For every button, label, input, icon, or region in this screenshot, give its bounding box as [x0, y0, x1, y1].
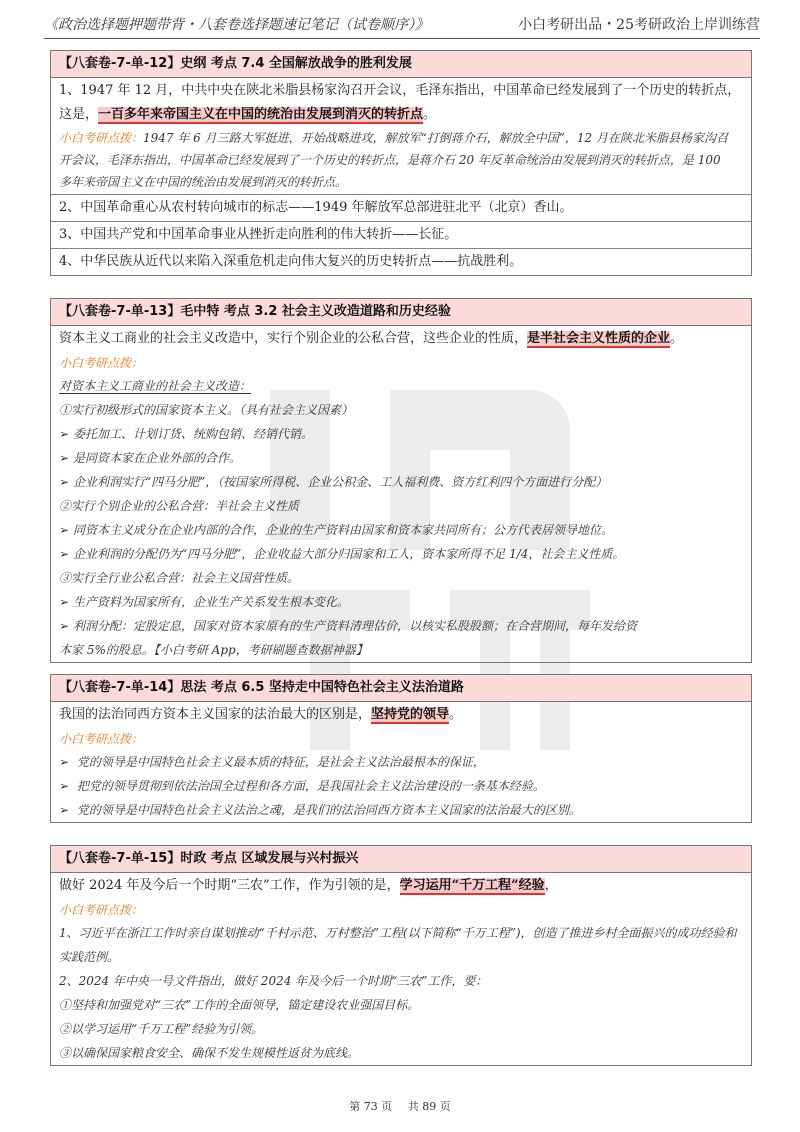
- answer-highlight: 坚持党的领导: [371, 707, 450, 722]
- note-label: 小白考研点拨：: [59, 131, 144, 145]
- header-book-title: 《政治选择题押题带背・八套卷选择题速记笔记（试卷顺序）》: [44, 17, 429, 33]
- question-row: [51, 78, 751, 195]
- list-text: 企业利润的分配仍为“四马分肥”，企业收益大部分归国家和工人，资本家所得不足 1/4，社会主义性质。: [73, 547, 625, 561]
- list-item: ①坚持和加强党对“三农”工作的全面领导，锚定建设农业强国目标。: [59, 998, 420, 1012]
- punctuation: 。: [423, 107, 437, 122]
- question-title: 【八套卷-7-单-12】史纲 考点 7.4 全国解放战争的胜利发展: [51, 51, 751, 78]
- arrow-icon: ➢: [59, 595, 70, 609]
- header-publisher: 小白考研出品・25考研政治上岸训练营: [518, 17, 760, 33]
- list-text: 利润分配：定股定息，国家对资本家原有的生产资料清理估价，以核实私股股额；在合营期间，每年发给资: [73, 619, 638, 633]
- fact-row: 2、中国革命重心从农村转向城市的标志——1949 年解放军总部进驻北平（北京）香山。: [51, 195, 751, 222]
- punctuation: 。: [449, 707, 463, 722]
- answer-highlight: 是半社会主义性质的企业: [527, 331, 671, 346]
- page-header: [44, 10, 760, 39]
- arrow-icon: ➢: [59, 619, 70, 633]
- list-item: [51, 374, 751, 398]
- page-footer: [0, 1098, 800, 1114]
- list-item: [51, 798, 751, 822]
- question-text: 1、1947 年 12 月，中共中央在陕北米脂县杨家沟召开会议，毛泽东指出，中国革命已经发展到了一个历史的转折点，这是，: [59, 83, 741, 122]
- list-item: [51, 614, 751, 638]
- list-item: [51, 422, 751, 446]
- fact-row: 4、中华民族从近代以来陷入深重危机走向伟大复兴的历史转折点——抗战胜利。: [59, 254, 523, 269]
- list-item: [51, 518, 751, 542]
- note-label: 小白考研点拨：: [59, 732, 144, 746]
- question-block-15: [50, 845, 752, 1066]
- question-text: 做好 2024 年及今后一个时期“三农”工作，作为引领的是，: [59, 878, 400, 893]
- list-text: 对资本主义工商业的社会主义改造：: [59, 379, 252, 393]
- page-number: 第 73 页: [349, 1100, 393, 1113]
- list-text: 是同资本家在企业外部的合作。: [73, 451, 242, 465]
- question-block-14: [50, 674, 752, 823]
- arrow-icon: ➢: [59, 779, 70, 793]
- arrow-icon: ➢: [59, 451, 70, 465]
- note-label: 小白考研点拨：: [59, 356, 144, 370]
- list-item: [51, 590, 751, 614]
- arrow-icon: ➢: [59, 523, 70, 537]
- question-block-12: [50, 50, 752, 276]
- note-row: [51, 127, 743, 193]
- list-item: [51, 774, 751, 798]
- answer-highlight: 一百多年来帝国主义在中国的统治由发展到消灭的转折点: [98, 107, 424, 122]
- list-item: ③以确保国家粮食安全、确保不发生规模性返贫为底线。: [59, 1046, 360, 1060]
- list-text: 党的领导是中国特色社会主义法治之魂，是我们的法治同西方资本主义国家的法治最大的区别。: [76, 803, 581, 817]
- punctuation: ，: [544, 878, 558, 893]
- page-total: 共 89 页: [407, 1100, 451, 1113]
- list-item: [51, 542, 751, 566]
- arrow-icon: ➢: [59, 475, 70, 489]
- arrow-icon: ➢: [59, 803, 70, 817]
- arrow-icon: ➢: [59, 547, 70, 561]
- list-item: ②实行个别企业的公私合营：半社会主义性质: [59, 499, 300, 513]
- question-title: 【八套卷-7-单-15】时政 考点 区域发展与兴村振兴: [51, 846, 751, 873]
- list-item: ③实行全行业公私合营：社会主义国营性质。: [59, 571, 300, 585]
- list-text: 委托加工、计划订货、统购包销、经销代销。: [73, 427, 314, 441]
- question-block-13: [50, 298, 752, 663]
- note-text: 1、习近平在浙江工作时亲自谋划推动“千村示范、万村整治”工程(以下简称“千万工程”)，创造了推进乡村全面振兴的成功经验和实践范例。: [59, 926, 737, 964]
- answer-highlight: 学习运用“千万工程”经验: [399, 878, 545, 893]
- list-item: ①实行初级形式的国家资本主义。（具有社会主义因素）: [59, 403, 354, 417]
- list-item: 本家 5%的股息。【小白考研 App，考研刷题查数据神器】: [59, 643, 368, 657]
- list-item: ②以学习运用“千万工程”经验为引领。: [59, 1022, 264, 1036]
- list-text: 生产资料为国家所有，企业生产关系发生根本变化。: [73, 595, 350, 609]
- arrow-icon: ➢: [59, 755, 70, 769]
- list-item: [51, 750, 751, 774]
- question-text: 我国的法治同西方资本主义国家的法治最大的区别是，: [59, 707, 372, 722]
- list-item: [51, 446, 751, 470]
- question-row: [51, 326, 751, 352]
- question-text: 资本主义工商业的社会主义改造中，实行个别企业的公私合营，这些企业的性质，: [59, 331, 528, 346]
- list-item: [51, 470, 751, 494]
- list-text: 企业利润实行“四马分肥”，（按国家所得税、企业公积金、工人福利费、资方红利四个方面进行分配）: [73, 475, 608, 489]
- fact-row: 3、中国共产党和中国革命事业从挫折走向胜利的伟大转折——长征。: [51, 222, 751, 249]
- question-row: [51, 702, 751, 728]
- list-text: 党的领导是中国特色社会主义最本质的特征，是社会主义法治最根本的保证，: [76, 755, 485, 769]
- list-text: 把党的领导贯彻到依法治国全过程和各方面，是我国社会主义法治建设的一条基本经验。: [76, 779, 545, 793]
- note-text: 1947 年 6 月三路大军挺进，开始战略进攻，解放军“打倒蒋介石，解放全中国”，12 月在陕北米脂县杨家沟召开会议，毛泽东指出，中国革命已经发展到了一个历史的转折点，是蒋介石 20 年反革命统治由发展到消灭的转折点，是 100 多年来帝国主义在中国的统治由发展到消灭的转折点。: [59, 131, 728, 189]
- note-label: 小白考研点拨：: [59, 903, 144, 917]
- arrow-icon: ➢: [59, 427, 70, 441]
- list-item: 2、2024 年中央一号文件指出，做好 2024 年及今后一个时期“三农”工作，要：: [59, 974, 488, 988]
- question-title: 【八套卷-7-单-13】毛中特 考点 3.2 社会主义改造道路和历史经验: [51, 299, 751, 326]
- list-text: 同资本主义成分在企业内部的合作，企业的生产资料由国家和资本家共同所有；公方代表居领导地位。: [73, 523, 614, 537]
- punctuation: 。: [670, 331, 684, 346]
- question-row: [51, 873, 751, 899]
- question-title: 【八套卷-7-单-14】思法 考点 6.5 坚持走中国特色社会主义法治道路: [51, 675, 751, 702]
